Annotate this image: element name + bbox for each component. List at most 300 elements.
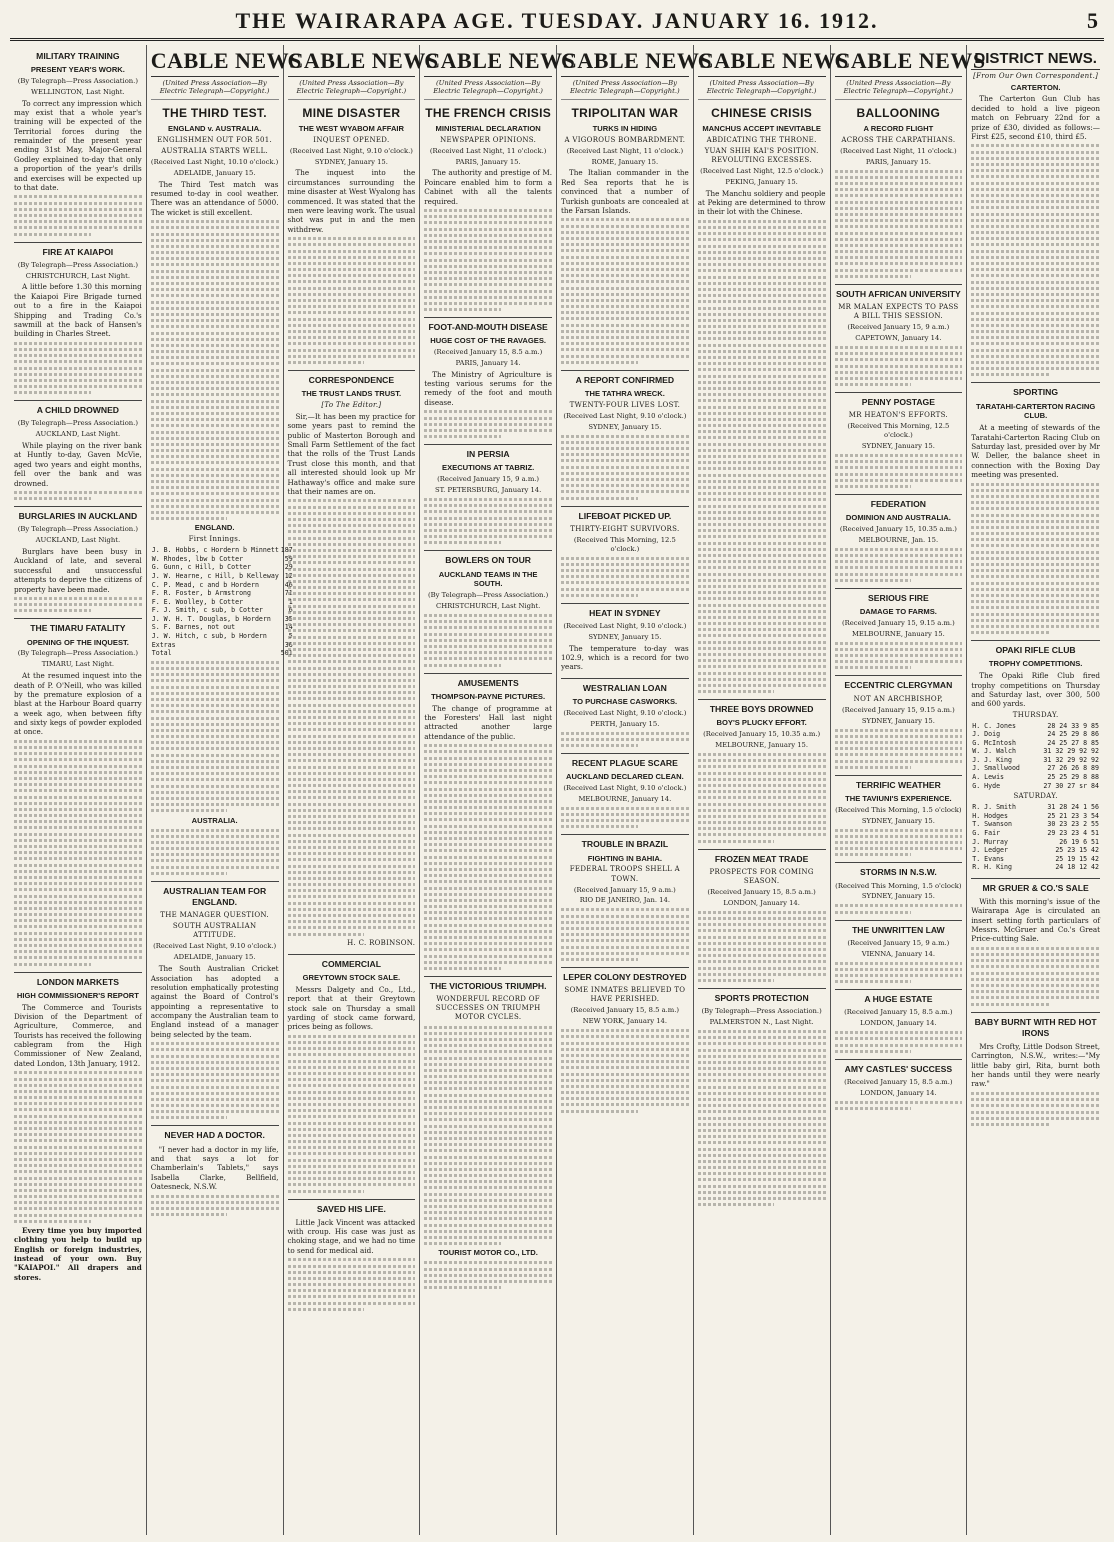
score-subheading: First Innings. [188,535,241,544]
scorecard-row [151,581,294,590]
section-heading: SOUTH AFRICAN UNIVERSITY [835,284,963,300]
article-subheading: ENGLAND v. AUSTRALIA. [168,123,262,133]
article-subheading: MANCHUS ACCEPT INEVITABLE [702,123,821,133]
player-name: F. E. Woolley, b Cotter [151,597,244,606]
article-text: Messrs Dalgety and Co., Ltd., report that at their Greytown stock sale on Thursday a small yarding of stock came forward, prices being as follows. [287,984,416,1032]
score-value: 187 [280,546,293,555]
section-heading: STORMS IN N.S.W. [835,862,963,878]
score-value: 46 [284,580,293,589]
scorecard-row [151,546,294,555]
scorecard-row [151,606,294,615]
column-3 [284,45,439,1535]
section-subheading: WONDERFUL RECORD OF SUCCESSES ON TRIUMPH MOTOR CYCLES. [435,995,541,1022]
score-heading: AUSTRALIA. [191,815,238,825]
received-time: (Received This Morning, 1.5 o'clock) [835,805,962,814]
section-subheading: NOT AN ARCHBISHOP, [853,694,944,703]
section-heading: THREE BOYS DROWNED [698,699,826,715]
section-subheading: HIGH COMMISSIONER'S REPORT [16,990,139,1000]
player-name: G. Hyde [972,781,1001,790]
article-text: While playing on the river bank at Huntly to-day, Gaven McVie, aged two years and eight months, fell over the bank and was drowned. [14,441,142,488]
section-subheading: TROPHY COMPETITIONS. [988,659,1083,669]
district-news-credit: [From Our Own Correspondent.] [973,71,1099,80]
dateline: PALMERSTON N., Last Night. [709,1017,814,1026]
player-name: G. Fair [972,828,1001,837]
section-heading: A CHILD DROWNED [14,400,142,416]
cable-news-heading: CABLE NEWS [288,47,416,77]
rifle-score-row [971,722,1100,731]
dateline: AUCKLAND, Last Night. [35,536,121,545]
column-6 [694,45,849,1535]
dateline: PEKING, January 15. [725,177,798,186]
dateline: SYDNEY, January 15. [588,422,662,431]
section-subheading: GREYTOWN STOCK SALE. [302,973,401,983]
dateline: SYDNEY, January 15. [861,816,935,825]
results-day-heading: SATURDAY. [1013,792,1058,801]
section-subheading: TARATAHI-CARTERTON RACING CLUB. [976,401,1096,421]
advertisement-text: Every time you buy imported clothing you help to build up English or foreign industries, instead of your own. Buy "KAIAPOI." All drapers and stores. [14,1226,142,1282]
received-time: (Received January 15, 9 a.m.) [437,475,540,484]
rifle-score-row [971,863,1100,872]
cable-news-credit: (United Press Association—By Electric Telegraph—Copyright.) [561,79,689,101]
dateline: SYDNEY, January 15. [588,632,662,641]
scorecard-row [151,632,294,641]
section-heading: OPAKI RIFLE CLUB [971,640,1100,656]
score-heading: ENGLAND. [194,523,235,533]
cable-news-heading: CABLE NEWS [151,47,279,77]
rifle-score-row [971,739,1100,748]
rifle-score-row [971,838,1100,847]
article-text: The Third Test match was resumed to-day in cool weather. There was an attendance of 5000. The wicket is still excellent. [150,179,279,217]
article-subheading: NEWSPAPER OPINIONS. [440,135,537,144]
player-name: J. W. H. T. Douglas, b Hordern [151,614,271,623]
section-subheading: OPENING OF THE INQUEST. [26,637,129,647]
rifle-score-row [971,820,1100,829]
article-text: Sir,—It has been my practice for some years past to remind the public of Masterton Borough and Small Farm Settlement of the fact that the rolls of the Trust Lands Trust close this month, and that all interested should look up Mr Hathaway's office and make sure that their names are on. [287,412,416,496]
score-value: 31 32 29 92 92 [1043,747,1099,756]
section-heading: SERIOUS FIRE [835,588,963,604]
letter-signature: H. C. ROBINSON. [347,938,416,947]
section-subheading: THE TRUST LANDS TRUST. [301,389,402,399]
page-number: 5 [1087,8,1098,33]
byline: (By Telegraph—Press Association.) [428,591,549,600]
section-subheading: EXECUTIONS AT TABRIZ. [442,463,535,473]
article-subheading: THE WEST WYABOM AFFAIR [298,123,405,133]
section-subheading: THOMPSON-PAYNE PICTURES. [431,691,546,701]
dateline: SYDNEY, January 15. [861,716,935,725]
section-heading: AMY CASTLES' SUCCESS [835,1059,963,1075]
section-subheading: AUCKLAND TEAMS IN THE SOUTH. [438,569,538,589]
scorecard-table [151,546,294,657]
article-headline: TRIPOLITAN WAR [571,106,679,121]
rifle-score-row [971,846,1100,855]
section-heading: COMMERCIAL [288,954,416,970]
received-time: (Received Last Night, 11 o'clock.) [840,146,957,155]
scorecard-row [151,641,294,650]
article-text: The authority and prestige of M. Poincare enabled him to form a Cabinet with all the talents required. [424,168,552,206]
received-time: (Received January 15, 9 a.m.) [847,938,950,947]
player-name: T. Swanson [972,820,1012,829]
section-heading: CORRESPONDENCE [288,370,416,386]
article-subheading: ABDICATING THE THRONE. [706,135,817,144]
score-value: 35 [284,614,293,623]
section-heading: SPORTS PROTECTION [698,988,826,1004]
received-time: (Received This Morning, 12.5 o'clock.) [573,535,676,553]
dateline: PARIS, January 14. [455,358,521,367]
received-time: (Received January 15, 9.15 a.m.) [842,705,955,714]
article-headline: BALLOONING [856,106,941,121]
article-text: Mrs Crofty, Little Dodson Street, Carrington, N.S.W., writes:—"My little baby girl, Rita, burnt both her hands until they were nearly raw." [971,1041,1100,1089]
player-name: J. Smallwood [972,764,1020,773]
section-subheading: FEDERAL TROOPS SHELL A TOWN. [569,865,680,883]
received-time: (Received January 15, 8.5 a.m.) [844,1008,953,1017]
section-subheading: MR HEATON'S EFFORTS. [848,411,948,420]
section-subheading: THE TAVIUNI'S EXPERIENCE. [845,793,952,803]
district-news-heading: DISTRICT NEWS. [971,49,1100,70]
section-heading: CARTERTON. [1010,82,1061,92]
byline: (By Telegraph—Press Association.) [17,419,138,428]
rifle-score-row [971,782,1100,791]
section-subheading: DOMINION AND AUSTRALIA. [845,513,951,523]
dateline: RIO DE JANEIRO, Jan. 14. [579,896,670,905]
scorecard-row [151,589,294,598]
rifle-score-row [971,812,1100,821]
column-4 [420,45,576,1535]
article-headline: CHINESE CRISIS [711,106,813,121]
article-text: The Manchu soldiery and people at Peking are determined to throw in their lot with the Chinese. [697,188,826,217]
rifle-scores-saturday [971,803,1100,872]
section-heading: FOOT-AND-MOUTH DISEASE [424,317,552,333]
score-value: 31 28 24 1 56 [1047,803,1099,812]
received-time: (Received January 15, 8.5 a.m.) [433,348,543,357]
article-text: The change of programme at the Foresters' Hall last night attracted another large attendance of the public. [424,703,552,741]
section-heading: TERRIFIC WEATHER [835,775,963,791]
scorecard-row [151,615,294,624]
dateline: CHRISTCHURCH, Last Night. [436,602,541,611]
section-heading: LIFEBOAT PICKED UP. [561,506,689,522]
score-value: 36 [284,640,293,649]
score-value: 24 25 29 8 86 [1047,730,1099,739]
dateline: MELBOURNE, January 15. [715,741,809,750]
dateline: CHRISTCHURCH, Last Night. [25,271,130,280]
rifle-score-row [971,730,1100,739]
rifle-scores-thursday [971,722,1100,791]
byline: (By Telegraph—Press Association.) [701,1007,822,1016]
section-heading: BABY BURNT WITH RED HOT IRONS [971,1012,1100,1039]
received-time: (Received January 15, 8.5 a.m.) [707,888,816,897]
rifle-score-row [971,829,1100,838]
cable-news-heading: CABLE NEWS [698,47,826,77]
article-text: The inquest into the circumstances surrounding the mine disaster at West Wyalong has commenced. It was stated that the men were leaving work. The usual shot was put in and the men withdrew. [287,168,416,234]
article-text: Little Jack Vincent was attacked with croup. His case was just as choking stage, and we had no time to send for medical aid. [287,1217,416,1255]
article-text: The Italian commander in the Red Sea reports that he is convinced that a number of Turkish gunboats are concealed at the Farsan Islands. [561,168,689,215]
received-time: (Received Last Night, 12.5 o'clock.) [700,166,824,175]
dateline: ST. PETERSBURG, January 14. [434,486,542,494]
scorecard-row [151,572,294,581]
dateline: PERTH, January 15. [590,719,660,728]
dateline: CAPETOWN, January 14. [855,334,942,343]
score-value: 25 19 15 42 [1055,854,1099,863]
score-value: 14 [284,623,293,632]
received-time: (Received January 15, 8.5 a.m.) [570,1006,680,1015]
section-subheading: SOUTH AUSTRALIAN ATTITUDE. [172,922,257,940]
dateline: ADELAIDE, January 15. [173,168,256,177]
player-name: J. W. Hitch, c sub, b Hordern [151,631,267,640]
player-name: G. McIntosh [972,738,1016,747]
score-value: 59 [284,554,293,563]
dateline: LONDON, January 14. [860,1088,937,1097]
received-time: (Received This Morning, 1.5 o'clock) [835,881,962,890]
editor-note: [To The Editor.] [321,400,382,409]
section-subheading: TWENTY-FOUR LIVES LOST. [569,400,681,409]
section-heading: A HUGE ESTATE [835,989,963,1005]
received-time: (Received Last Night, 9.10 o'clock.) [563,411,687,420]
received-time: (Received January 15, 10.35 a.m.) [703,730,821,739]
dateline: LONDON, January 14. [723,898,800,907]
received-time: (Received This Morning, 12.5 o'clock.) [847,422,950,440]
dateline: WELLINGTON, Last Night. [31,87,125,96]
score-value: 29 23 23 4 51 [1047,828,1099,837]
received-time: (Received January 15, 8.5 a.m.) [844,1077,953,1086]
article-subheading: ENGLISHMEN OUT FOR 501. [157,135,273,144]
section-heading: NEVER HAD A DOCTOR. [151,1125,279,1141]
player-name: R. H. King [972,863,1012,872]
article-subheading: ACROSS THE CARPATHIANS. [841,135,956,144]
article-text: Burglars have been busy in Auckland of late, and several successful and unsuccessful attempts to deprive the citizens of property have been made. [14,547,142,594]
section-heading: RECENT PLAGUE SCARE [561,753,689,769]
scorecard-row [151,563,294,572]
section-subheading: DAMAGE TO FARMS. [859,607,937,617]
section-heading: AUSTRALIAN TEAM FOR ENGLAND. [151,881,279,908]
article-subheading: A RECORD FLIGHT [863,123,934,133]
masthead [10,6,1104,41]
received-time: (Received Last Night, 11 o'clock.) [429,146,547,155]
article-subheading: YUAN SHIH KAI'S POSITION. REVOLUTING EXCESSES. [704,146,819,164]
score-value: 1 [288,597,293,606]
score-value: 26 19 6 51 [1059,837,1099,846]
dateline: LONDON, January 14. [860,1019,937,1028]
player-name: J. J. King [972,755,1012,764]
section-subheading: MR MALAN EXPECTS TO PASS A BILL THIS SESSION. [838,303,959,321]
dateline: PARIS, January 15. [455,157,521,166]
player-name: C. P. Mead, c and b Hordern [151,580,259,589]
section-heading: SPORTING [971,382,1100,398]
scorecard-total: Total 501 [151,649,293,658]
received-time: (Received Last Night, 10.10 o'clock.) [150,157,279,166]
player-name: W. Rhodes, lbw b Cotter [151,554,244,563]
section-subheading: THIRTY-EIGHT SURVIVORS. [570,524,680,533]
byline: (By Telegraph—Press Association.) [17,77,138,86]
section-subheading: FIGHTING IN BAHIA. [587,853,662,863]
player-name: J. B. Hobbs, c Hordern b Minnett [151,546,279,555]
dateline: SYDNEY, January 15. [861,442,935,451]
player-name: H. C. Jones [972,721,1016,730]
player-name: A. Lewis [972,773,1005,782]
article-text: The Carterton Gun Club has decided to hold a live pigeon match on February 22nd for a prize of £30, divided as follows:—First £25, second £10, third £5. [971,94,1100,141]
player-name: R. J. Smith [972,803,1016,812]
byline: (By Telegraph—Press Association.) [17,649,138,658]
section-heading: BOWLERS ON TOUR [424,550,552,566]
section-heading: FIRE AT KAIAPOI [14,242,142,258]
section-subheading: AUCKLAND DECLARED CLEAN. [566,772,684,782]
score-value: 71 [284,589,293,598]
section-heading: FROZEN MEAT TRADE [698,849,826,865]
score-value: 6 [288,606,293,615]
score-value: 28 24 33 9 85 [1047,721,1099,730]
scorecard-row [151,623,294,632]
section-subheading: THE MANAGER QUESTION. [160,911,269,920]
section-heading: MR GRUER & CO.'S SALE [971,878,1100,894]
dateline: AUCKLAND, Last Night. [35,430,121,439]
columns [10,45,1104,1535]
byline: (By Telegraph—Press Association.) [17,260,138,269]
score-value: 25 23 15 42 [1055,846,1099,855]
received-time: (Received Last Night, 9.10 o'clock.) [563,708,687,717]
cable-news-heading: CABLE NEWS [561,47,689,77]
player-name: J. Doig [972,730,1001,739]
received-time: (Received January 15, 10.35 a.m.) [839,525,957,534]
article-subheading: AUSTRALIA STARTS WELL. [161,146,269,155]
score-value: 24 25 27 8 85 [1047,738,1099,747]
section-heading: SAVED HIS LIFE. [288,1199,416,1215]
section-heading: HEAT IN SYDNEY [561,603,689,619]
scorecard-row [151,555,294,564]
section-heading: THE UNWRITTEN LAW [835,920,963,936]
article-text: At the resumed inquest into the death of P. O'Neill, who was killed by the premature explosion of a blast at the Harbour Board quarry a week ago, when between fifty and sixty kegs of powder exploded at once. [14,671,142,737]
section-subheading: HUGE COST OF THE RAVAGES. [430,336,546,346]
score-value: 25 25 29 8 88 [1047,773,1099,782]
article-text: With this morning's issue of the Wairarapa Age is circulated an insert setting forth particulars of Messrs. McGruer and Co.'s Great Price-cutting Sale. [971,896,1100,944]
score-value: 29 [284,563,293,572]
section-heading: PENNY POSTAGE [835,392,963,408]
article-text: The Commerce and Tourists Division of the Department of Agriculture, Commerce, and Tourists has received the following cablegram from the High Commissioner of New Zealand, dated London, 13th January, 1912. [14,1002,142,1068]
player-name: F. R. Foster, b Armstrong [151,589,251,598]
section-heading: THE VICTORIOUS TRIUMPH. [424,976,552,992]
score-value: 31 32 29 92 92 [1043,755,1099,764]
dateline: NEW YORK, January 14. [582,1017,668,1026]
player-name: G. Gunn, c Hill, b Cotter [151,563,251,572]
cable-news-credit: (United Press Association—By Electric Telegraph—Copyright.) [698,79,826,101]
received-time: (Received Last Night, 11 o'clock.) [566,146,684,155]
dateline: VIENNA, January 14. [861,949,936,958]
article-headline: THE FRENCH CRISIS [425,106,552,121]
section-subheading: THE TATHRA WRECK. [584,388,665,398]
article-text: The South Australian Cricket Association has adopted a resolution emphatically protesting against the Board of Control's appointing a representative to accompany the Australian team to England instead of a manager being selected by the team. [150,964,279,1039]
dateline: SYDNEY, January 15. [314,157,388,166]
received-time: (Received Last Night, 9.10 o'clock.) [563,784,687,793]
article-text: To correct any impression which may exist that a whole year's training will be expected of the Territorial forces during the remainder of the present year ending 31st May, Major-General Godley explained to-day that only a proportion of the year's drills and exercises will be expected up to that date. [14,98,142,192]
dateline: SYDNEY, January 15. [861,892,935,901]
cable-news-credit: (United Press Association—By Electric Telegraph—Copyright.) [424,79,552,101]
dateline: MELBOURNE, January 15. [851,629,945,638]
section-heading: LEPER COLONY DESTROYED [561,967,689,983]
column-8 [967,45,1104,1535]
column-2 [147,45,302,1535]
article-text: A little before 1.30 this morning the Kaiapoi Fire Brigade turned out to a fire in the Kaiapoi Shipping and Trading Co.'s sawmill at the back of Hansen's building in Charles Street. [14,282,142,339]
player-name: H. Hodges [972,811,1008,820]
section-subheading: PRESENT YEAR'S WORK. [30,65,125,75]
received-time: (Received Last Night, 9.10 o'clock.) [153,942,277,951]
section-heading: TROUBLE IN BRAZIL [561,834,689,850]
section-heading: IN PERSIA [424,444,552,460]
article-text: The temperature to-day was 102.9, which is a record for two years. [561,643,689,672]
cable-news-credit: (United Press Association—By Electric Telegraph—Copyright.) [151,79,279,101]
received-time: (Received Last Night, 9.10 o'clock.) [563,622,687,630]
received-time: (Received January 15, 9 a.m.) [847,323,950,332]
advertiser-name: TOURIST MOTOR CO., LTD. [438,1248,538,1258]
article-text: At a meeting of stewards of the Taratahi-Carterton Racing Club on Saturday last, presided over by Mr W. Deller, the balance sheet in connection with the Boxing Day meeting was presented. [971,423,1100,480]
player-name: J. W. Hearne, c Hill, b Kelleway [151,572,279,580]
player-name: W. J. Walch [972,747,1016,756]
player-name: F. J. Smith, c sub, b Cotter [151,606,263,615]
cable-news-credit: (United Press Association—By Electric Telegraph—Copyright.) [288,79,416,101]
byline: (By Telegraph—Press Association.) [17,525,138,534]
article-subheading: A VIGOROUS BOMBARDMENT. [564,135,686,144]
column-7 [831,45,986,1535]
column-1 [10,45,147,1535]
rifle-score-row [971,803,1100,812]
rifle-score-row [971,764,1100,773]
article-subheading: MINISTERIAL DECLARATION [435,123,541,133]
section-heading: A REPORT CONFIRMED [561,370,689,386]
score-value: 24 18 12 42 [1055,863,1099,872]
results-day-heading: THURSDAY. [1012,710,1059,719]
article-headline: MINE DISASTER [302,106,401,121]
score-value: 27 26 26 8 89 [1047,764,1099,773]
player-name: S. F. Barnes, not out [151,623,236,632]
section-heading: WESTRALIAN LOAN [561,678,689,694]
section-heading: THE TIMARU FATALITY [14,618,142,634]
cable-news-credit: (United Press Association—By Electric Telegraph—Copyright.) [835,79,963,101]
section-heading: AMUSEMENTS [424,673,552,689]
received-time: (Received January 15, 9.15 a.m.) [842,618,955,627]
article-text: The Ministry of Agriculture is testing various serums for the remedy of the foot and mouth disease. [424,369,552,407]
dateline: MELBOURNE, Jan. 15. [858,535,939,544]
score-value: 5 [288,631,293,640]
dateline: ROME, January 15. [591,157,659,166]
section-heading: BURGLARIES IN AUCKLAND [14,506,142,522]
score-value: 30 23 23 2 55 [1047,820,1099,829]
advertisement-text: "I never had a doctor in my life, and that says a lot for Chamberlain's Tablets," says Isabella Clarke, Bellfield, Oatesneck, N.S.W. [150,1144,279,1192]
article-text: The Opaki Rifle Club fired trophy competitions on Thursday and Saturday last, over 300, 500 and 600 yards. [971,671,1100,709]
section-heading: LONDON MARKETS [14,972,142,988]
score-value: 12 [284,572,293,580]
dateline: ADELAIDE, January 15. [173,953,256,962]
cable-news-heading: CABLE NEWS [424,47,552,77]
section-subheading: SOME INMATES BELIEVED TO HAVE PERISHED. [564,986,686,1004]
article-subheading: TURKS IN HIDING [592,123,658,133]
player-name: J. Murray [972,837,1008,846]
score-value: 27 30 27 sr 84 [1043,781,1099,790]
rifle-score-row [971,773,1100,782]
cable-news-heading: CABLE NEWS [835,47,963,77]
article-subheading: INQUEST OPENED. [313,135,390,144]
section-subheading: PROSPECTS FOR COMING SEASON. [709,867,814,885]
rifle-score-row [971,756,1100,765]
player-name: Extras [151,640,176,649]
received-time: (Received January 15, 9 a.m.) [573,885,676,894]
score-value: 25 21 23 3 54 [1047,811,1099,820]
column-5 [557,45,713,1535]
dateline: MELBOURNE, January 14. [578,794,672,803]
scorecard-row [151,598,294,607]
section-subheading: BOY'S PLUCKY EFFORT. [716,718,807,728]
dateline: TIMARU, Last Night. [41,660,115,669]
rifle-score-row [971,747,1100,756]
received-time: (Received Last Night, 9.10 o'clock.) [289,146,413,155]
player-name: J. Ledger [972,846,1008,855]
player-name: T. Evans [972,854,1005,863]
section-heading: ECCENTRIC CLERGYMAN [835,675,963,691]
